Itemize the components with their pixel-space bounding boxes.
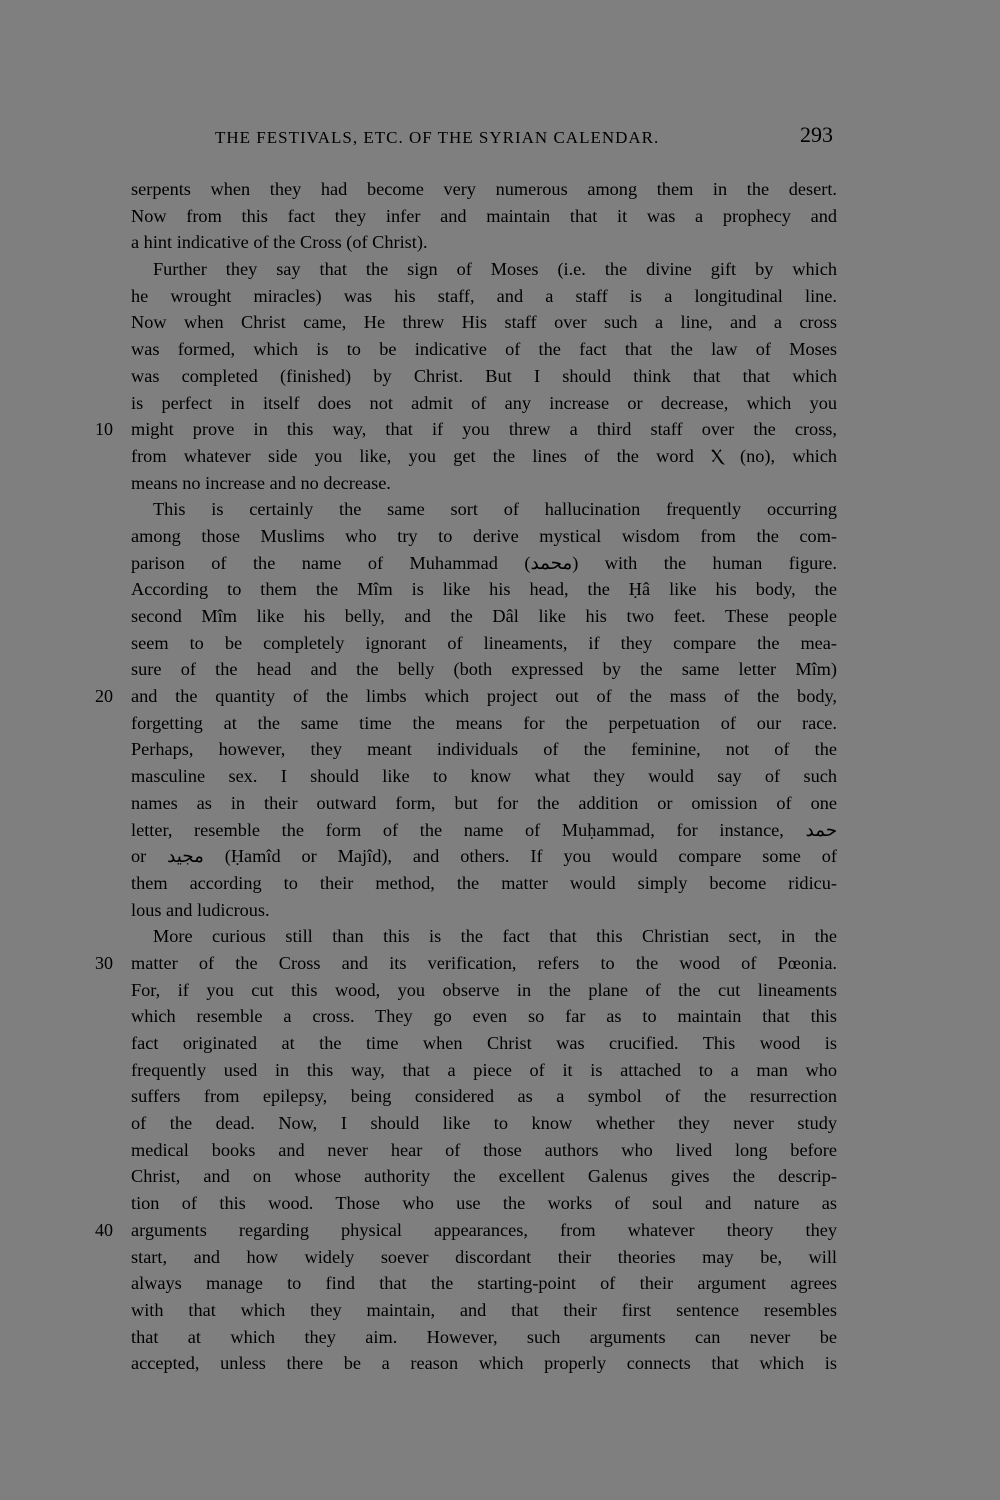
text-line: sure of the head and the belly (both expressed by the same letter Mîm) (131, 659, 837, 680)
line-number: 40 (95, 1219, 113, 1240)
text-line-content: might prove in this way, that if you threw a third staff over the cross, (131, 419, 837, 440)
text-line: Further they say that the sign of Moses (i.e. the divine gift by which (153, 259, 837, 280)
text-line: frequently used in this way, that a piece of it is attached to a man who (131, 1059, 837, 1080)
line-number: 20 (95, 686, 113, 707)
text-line: More curious still than this is the fact that this Christian sect, in the (153, 926, 837, 947)
text-line: means no increase and no decrease. (131, 472, 391, 493)
line-number: 10 (95, 419, 113, 440)
text-line: letter, resemble the form of the name of Muḥammad, for instance, حمد (131, 819, 837, 840)
text-line: is perfect in itself does not admit of any increase or decrease, which you (131, 392, 837, 413)
text-line: For, if you cut this wood, you observe in the plane of the cut lineaments (131, 979, 837, 1000)
text-line: was formed, which is to be indicative of the fact that the law of Moses (131, 339, 837, 360)
text-line: forgetting at the same time the means for the perpetuation of our race. (131, 712, 837, 733)
text-line (95, 1217, 837, 1244)
text-line-content: and the quantity of the limbs which project out of the mass of the body, (131, 686, 837, 707)
text-line: of the dead. Now, I should like to know whether they never study (131, 1113, 837, 1134)
text-line (95, 950, 837, 977)
text-line: This is certainly the same sort of hallucination frequently occurring (153, 499, 837, 520)
text-line: accepted, unless there be a reason which properly connects that which is (131, 1353, 837, 1374)
line-number: 30 (95, 952, 113, 973)
text-line-content: arguments regarding physical appearances, from whatever theory they (131, 1219, 837, 1240)
text-line (95, 683, 837, 710)
text-line: Now from this fact they infer and maintain that it was a prophecy and (131, 205, 837, 226)
page-number: 293 (800, 122, 833, 147)
text-line: According to them the Mîm is like his head, the Ḥâ like his body, the (131, 579, 837, 600)
text-line: them according to their method, the matter would simply become ridicu- (131, 872, 837, 893)
text-line: tion of this wood. Those who use the works of soul and nature as (131, 1193, 837, 1214)
text-line: parison of the name of Muhammad (محمد) with the human figure. (131, 552, 837, 573)
text-line: a hint indicative of the Cross (of Christ). (131, 232, 428, 253)
text-line: which resemble a cross. They go even so far as to maintain that this (131, 1006, 837, 1027)
text-line: Now when Christ came, He threw His staff over such a line, and a cross (131, 312, 837, 333)
text-line: that at which they aim. However, such arguments can never be (131, 1326, 837, 1347)
text-line: Christ, and on whose authority the excellent Galenus gives the descrip- (131, 1166, 837, 1187)
running-title: THE FESTIVALS, ETC. OF THE SYRIAN CALENDAR. (215, 128, 660, 147)
body-text (95, 176, 837, 1377)
text-line: serpents when they had become very numerous among them in the desert. (131, 179, 837, 199)
text-line: he wrought miracles) was his staff, and a staff is a longitudinal line. (131, 285, 837, 306)
text-line: medical books and never hear of those authors who lived long before (131, 1139, 837, 1160)
text-line: lous and ludicrous. (131, 899, 270, 920)
text-line: names as in their outward form, but for the addition or omission of one (131, 792, 837, 813)
text-line: or مجيد (Ḥamîd or Majîd), and others. If you would compare some of (131, 846, 837, 867)
text-line: always manage to find that the starting-point of their argument agrees (131, 1273, 837, 1294)
text-line: suffers from epilepsy, being considered as a symbol of the resurrection (131, 1086, 837, 1107)
text-line (95, 416, 837, 443)
text-line: seem to be completely ignorant of lineaments, if they compare the mea- (131, 632, 837, 653)
text-line: Perhaps, however, they meant individuals of the feminine, not of the (131, 739, 837, 760)
text-line: fact originated at the time when Christ was crucified. This wood is (131, 1033, 837, 1053)
text-line: with that which they maintain, and that their first sentence resembles (131, 1299, 837, 1320)
text-line: among those Muslims who try to derive mystical wisdom from the com- (131, 525, 837, 546)
text-line: masculine sex. I should like to know what they would say of such (131, 766, 837, 787)
text-line: from whatever side you like, you get the lines of the word Ⲭ (no), which (131, 445, 837, 466)
text-line: was completed (finished) by Christ. But I should think that that which (131, 365, 837, 386)
text-line: start, and how widely soever discordant their theories may be, will (131, 1246, 837, 1267)
text-line: second Mîm like his belly, and the Dâl like his two feet. These people (131, 606, 837, 626)
text-line-content: matter of the Cross and its verification, refers to the wood of Pœonia. (131, 952, 837, 973)
